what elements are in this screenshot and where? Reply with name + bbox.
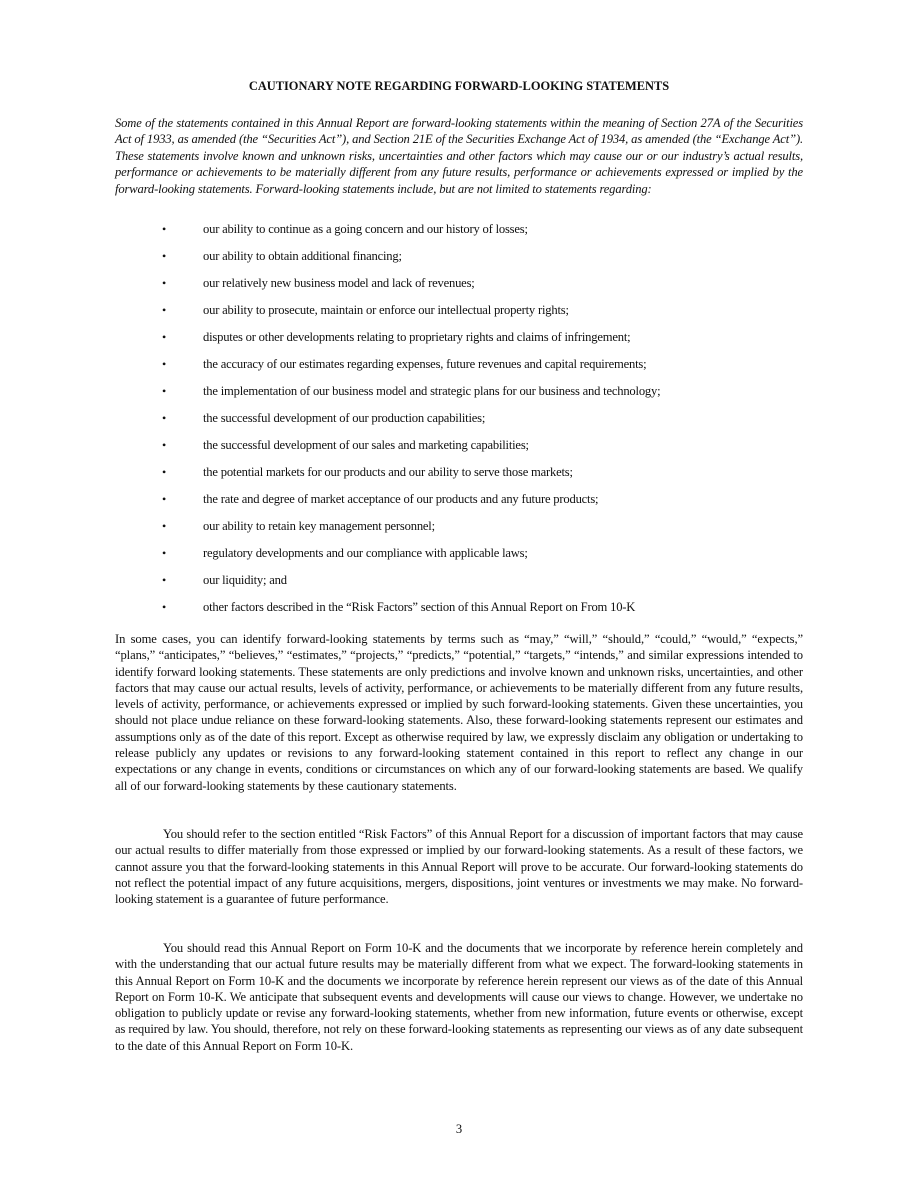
list-item-text: our liquidity; and (203, 573, 287, 587)
bullet-icon: • (162, 357, 167, 371)
list-item (115, 356, 803, 383)
bullet-icon: • (162, 276, 167, 290)
identification-paragraph: In some cases, you can identify forward-looking statements by terms such as “may,” “will,” “should,” “could,” “would,” “expects,” “plans,” “anticipates,” “believes,” “estimates,” “projects,” “predicts,” “potential,” “targets,” “intends,” and similar expressions intended to identify forward looking statements. These statements are only predictions and involve known and unknown risks, uncertainties, and other factors that may cause our actual results, levels of activity, performance, or achievements to be materially different from any future results, levels of activity, performance, or achievements expressed or implied by such forward-looking statements. Given these uncertainties, you should not place undue reliance on these forward-looking statements. Also, these forward-looking statements represent our estimates and assumptions only as of the date of this report. Except as otherwise required by law, we expressly disclaim any obligation or undertaking to release publicly any updates or revisions to any forward-looking statement contained in this report to reflect any change in our expectations or any change in events, conditions or circumstances on which any of our forward-looking statements are based. We qualify all of our forward-looking statements by these cautionary statements. (115, 632, 803, 793)
read-report-paragraph: You should read this Annual Report on Form 10-K and the documents that we incorporate by reference herein completely and with the understanding that our actual future results may be materially different from what we expect. The forward-looking statements in this Annual Report on Form 10-K and the documents we incorporate by reference herein represent our views as of the date of this Annual Report on Form 10-K. We anticipate that subsequent events and developments will cause our views to change. However, we undertake no obligation to publicly update or revise any forward-looking statements, whether from new information, future events or otherwise, except as required by law. You should, therefore, not rely on these forward-looking statements as representing our views as of any date subsequent to the date of this Annual Report on Form 10-K. (115, 941, 803, 1053)
list-item (115, 302, 803, 329)
list-item (115, 221, 803, 248)
list-item (115, 464, 803, 491)
bullet-icon: • (162, 492, 167, 506)
bullet-icon: • (162, 600, 167, 614)
section-title: CAUTIONARY NOTE REGARDING FORWARD-LOOKING STATEMENTS (248, 79, 670, 93)
list-item-text: the implementation of our business model and strategic plans for our business and technology; (203, 384, 661, 398)
bullet-icon: • (162, 249, 167, 263)
bullet-icon: • (162, 303, 167, 317)
bullet-icon: • (162, 546, 167, 560)
list-item-text: disputes or other developments relating to proprietary rights and claims of infringement; (203, 330, 631, 344)
page-number: 3 (455, 1122, 463, 1136)
list-item (115, 518, 803, 545)
list-item-text: our ability to prosecute, maintain or enforce our intellectual property rights; (203, 303, 569, 317)
list-item (115, 275, 803, 302)
list-item-text: other factors described in the “Risk Factors” section of this Annual Report on From 10-K (203, 600, 636, 614)
list-item-text: our ability to continue as a going concern and our history of losses; (203, 222, 528, 236)
bullet-icon: • (162, 573, 167, 587)
list-item (115, 329, 803, 356)
list-item-text: the successful development of our sales and marketing capabilities; (203, 438, 529, 452)
bullet-icon: • (162, 384, 167, 398)
bullet-icon: • (162, 330, 167, 344)
bullet-icon: • (162, 465, 167, 479)
list-item (115, 248, 803, 275)
list-item (115, 437, 803, 464)
bullet-icon: • (162, 519, 167, 533)
risk-factors-paragraph: You should refer to the section entitled “Risk Factors” of this Annual Report for a discussion of important factors that may cause our actual results to differ materially from those expressed or implied by our forward-looking statements. As a result of these factors, we cannot assure you that the forward-looking statements in this Annual Report will prove to be accurate. Our forward-looking statements do not reflect the potential impact of any future acquisitions, mergers, dispositions, joint ventures or investments we may make. No forward-looking statement is a guarantee of future performance. (115, 827, 803, 907)
list-item (115, 599, 803, 626)
bullet-icon: • (162, 411, 167, 425)
list-item (115, 545, 803, 572)
intro-paragraph: Some of the statements contained in this Annual Report are forward-looking statements within the meaning of Section 27A of the Securities Act of 1933, as amended (the “Securities Act”), and Section 21E of the Securities Exchange Act of 1934, as amended (the “Exchange Act”). These statements involve known and unknown risks, uncertainties and other factors which may cause our or our industry’s actual results, performance or achievements to be materially different from any future results, performance or achievements expressed or implied by the forward-looking statements. Forward-looking statements include, but are not limited to statements regarding: (115, 116, 803, 196)
list-item-text: our ability to obtain additional financing; (203, 249, 402, 263)
forward-looking-topics-list (115, 221, 803, 626)
list-item-text: the successful development of our production capabilities; (203, 411, 486, 425)
list-item (115, 383, 803, 410)
list-item (115, 491, 803, 518)
list-item (115, 410, 803, 437)
bullet-icon: • (162, 222, 167, 236)
list-item (115, 572, 803, 599)
list-item-text: our ability to retain key management personnel; (203, 519, 435, 533)
bullet-icon: • (162, 438, 167, 452)
list-item-text: the potential markets for our products and our ability to serve those markets; (203, 465, 573, 479)
list-item-text: the rate and degree of market acceptance of our products and any future products; (203, 492, 599, 506)
list-item-text: regulatory developments and our compliance with applicable laws; (203, 546, 528, 560)
list-item-text: our relatively new business model and lack of revenues; (203, 276, 475, 290)
list-item-text: the accuracy of our estimates regarding expenses, future revenues and capital requirements; (203, 357, 647, 371)
